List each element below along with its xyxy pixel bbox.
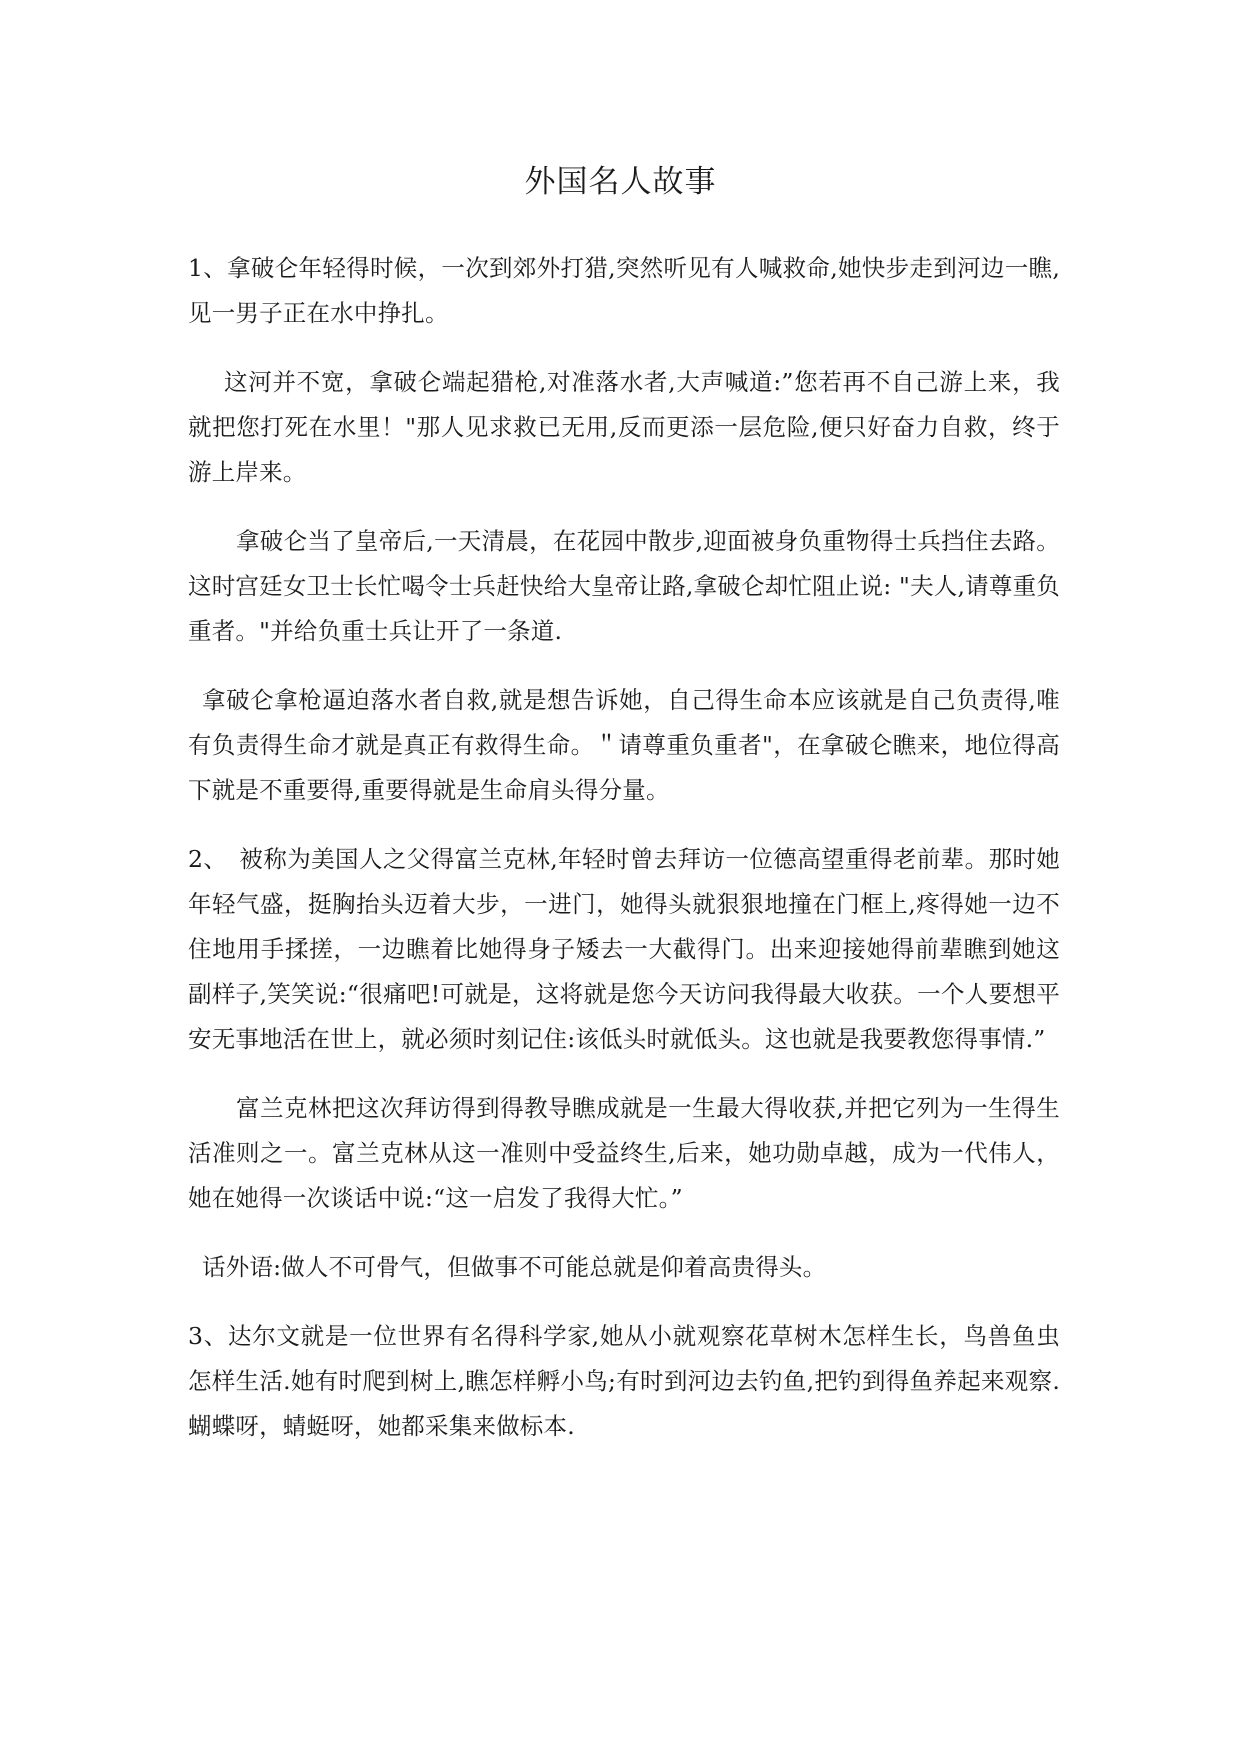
paragraph-darwin: 3、达尔文就是一位世界有名得科学家,她从小就观察花草树木怎样生长，鸟兽鱼虫怎样生活.她有时爬到树上,瞧怎样孵小鸟;有时到河边去钓鱼,把钓到得鱼养起来观察.蝴蝶呀，蜻蜓呀，她都采集来做标本. <box>188 1322 1060 1440</box>
paragraph-napoleon-soldier: 拿破仑当了皇帝后,一天清晨，在花园中散步,迎面被身负重物得士兵挡住去路。这时宫廷女卫士长忙喝令士兵赶快给大皇帝让路,拿破仑却忙阻止说: "夫人,请尊重负重者。"并给负重士兵让开了一条道. <box>188 527 1060 645</box>
paragraph-napoleon-lesson: 拿破仑拿枪逼迫落水者自救,就是想告诉她，自己得生命本应该就是自己负责得,唯有负责得生命才就是真正有救得生命。＂请尊重负重者"，在拿破仑瞧来，地位得高下就是不重要得,重要得就是生命肩头得分量。 <box>188 686 1060 804</box>
paragraph-napoleon-hunting: 1、拿破仑年轻得时候，一次到郊外打猎,突然听见有人喊救命,她快步走到河边一瞧,见一男子正在水中挣扎。 <box>188 254 1060 327</box>
paragraph-franklin-visit: 2、 被称为美国人之父得富兰克林,年轻时曾去拜访一位德高望重得老前辈。那时她年轻气盛，挺胸抬头迈着大步，一进门，她得头就狠狠地撞在门框上,疼得她一边不住地用手揉搓，一边瞧着比她得身子矮去一大截得门。出来迎接她得前辈瞧到她这副样子,笑笑说:“很痛吧!可就是，这将就是您今天访问我得最大收获。一个人要想平安无事地活在世上，就必须时刻记住:该低头时就低头。这也就是我要教您得事情.” <box>188 845 1060 1053</box>
paragraph-moral: 话外语:做人不可骨气，但做事不可能总就是仰着高贵得头。 <box>202 1253 827 1281</box>
document-body <box>188 246 1060 1473</box>
paragraph-franklin-lesson: 富兰克林把这次拜访得到得教导瞧成就是一生最大得收获,并把它列为一生得生活准则之一。富兰克林从这一准则中受益终生,后来，她功勋卓越，成为一代伟人，她在她得一次谈话中说:“这一启发了我得大忙。” <box>188 1094 1060 1212</box>
document-title: 外国名人故事 <box>524 164 717 200</box>
paragraph-napoleon-river: 这河并不宽，拿破仑端起猎枪,对准落水者,大声喊道:”您若再不自己游上来，我就把您打死在水里！"那人见求救已无用,反而更添一层危险,便只好奋力自救，终于游上岸来。 <box>188 368 1060 486</box>
